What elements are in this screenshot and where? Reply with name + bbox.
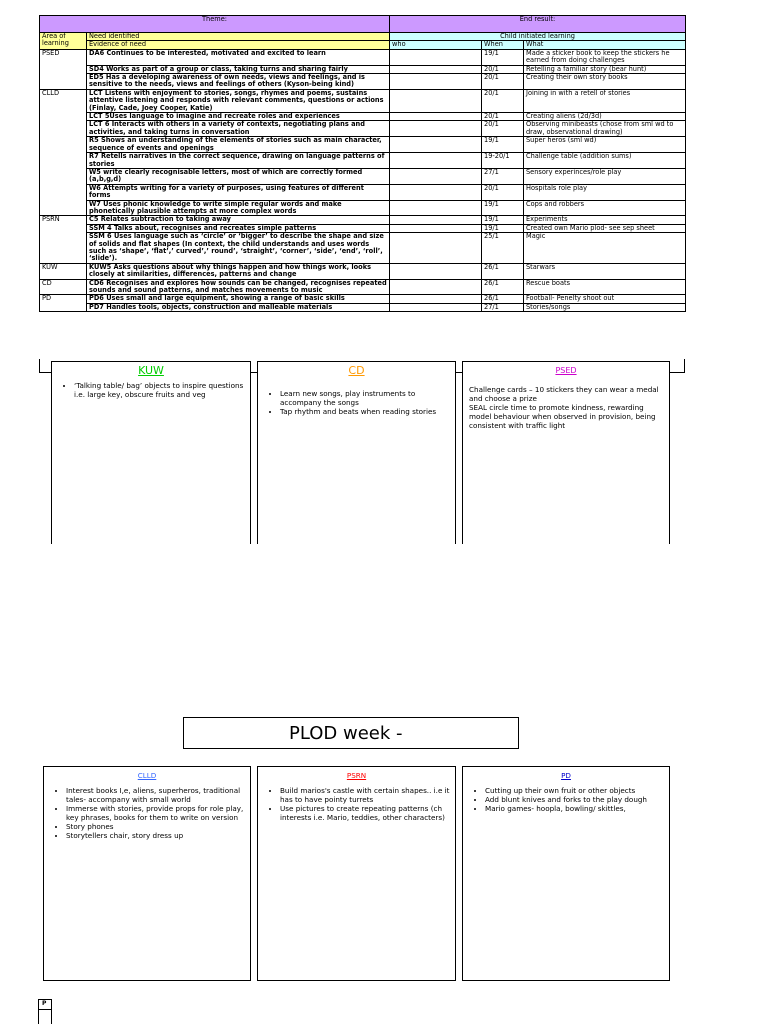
need-cell: R7 Retells narratives in the correct sequence, drawing on language patterns of stories [87, 153, 390, 169]
cd-heading: CD [348, 364, 365, 377]
list-item: • Use pictures to create repeating patterns (ch interests i.e. Mario, teddies, other characters) [280, 804, 455, 822]
table-row [40, 137, 686, 153]
divider [38, 1009, 52, 1010]
list-item: • Immerse with stories, provide props for role play, key phrases, books for them to write on version [66, 804, 250, 822]
when-cell: 27/1 [482, 168, 524, 184]
when-cell: 19-20/1 [482, 153, 524, 169]
kuw-list [52, 381, 250, 399]
who-cell [390, 113, 482, 121]
psed-box [462, 361, 670, 544]
list-item: • Build marios's castle with certain shapes.. i.e it has to have pointy turrets [280, 786, 455, 804]
when-cell: 20/1 [482, 89, 524, 112]
what-cell: Retelling a familiar story (bear hunt) [524, 65, 686, 73]
table-row [40, 200, 686, 216]
clld-box [43, 766, 251, 981]
list-item: • Story phones [66, 822, 250, 831]
area-cell: CLLD [40, 89, 87, 216]
psed-line: Challenge cards – 10 stickers they can wear a medal and choose a prize [469, 385, 659, 403]
when-cell: 26/1 [482, 295, 524, 303]
list-item: • Cutting up their own fruit or other objects [485, 786, 669, 795]
need-cell: R5 Shows an understanding of the elements of stories such as main character, sequence of events and openings [87, 137, 390, 153]
table-row [40, 121, 686, 137]
who-cell [390, 49, 482, 65]
evidence-header: Evidence of need [87, 41, 390, 49]
area-cell: CD [40, 279, 87, 295]
need-cell: SSM 4 Talks about, recognises and recreates simple patterns [87, 224, 390, 232]
need-cell: W6 Attempts writing for a variety of purposes, using features of different forms [87, 184, 390, 200]
table-row [40, 184, 686, 200]
who-cell [390, 184, 482, 200]
what-cell: Sensory experinces/role play [524, 168, 686, 184]
what-cell: Stories/songs [524, 303, 686, 311]
when-cell: 20/1 [482, 74, 524, 90]
when-cell: 20/1 [482, 65, 524, 73]
who-cell [390, 89, 482, 112]
need-cell: DA6 Continues to be interested, motivated and excited to learn [87, 49, 390, 65]
who-cell [390, 168, 482, 184]
need-header: Need identified [87, 33, 390, 41]
when-cell: 26/1 [482, 279, 524, 295]
table-row [40, 153, 686, 169]
planning-table [39, 15, 686, 312]
clld-list [44, 786, 250, 840]
kuw-box [51, 361, 251, 544]
when-cell: 19/1 [482, 224, 524, 232]
table-row [40, 168, 686, 184]
need-cell: LCT 5Uses language to imagine and recreate roles and experiences [87, 113, 390, 121]
who-cell [390, 216, 482, 224]
who-cell [390, 153, 482, 169]
when-cell: 20/1 [482, 184, 524, 200]
who-header: who [390, 41, 482, 49]
list-item: • Add blunt knives and forks to the play dough [485, 795, 669, 804]
table-row [40, 303, 686, 311]
need-cell: W5 write clearly recognisable letters, most of which are correctly formed (a,b,g,d) [87, 168, 390, 184]
who-cell [390, 121, 482, 137]
table-row [40, 233, 686, 264]
who-cell [390, 224, 482, 232]
what-cell: Cops and robbers [524, 200, 686, 216]
plod-week-title: PLOD week - [183, 717, 519, 749]
what-cell: Creating their own story books [524, 74, 686, 90]
when-cell: 19/1 [482, 216, 524, 224]
list-item: • ‘Talking table/ bag’ objects to inspire questions i.e. large key, obscure fruits and veg [74, 381, 250, 399]
need-cell: CD6 Recognises and explores how sounds can be changed, recognises repeated sounds and sound patterns, and matches movements to music [87, 279, 390, 295]
who-cell [390, 137, 482, 153]
what-cell: Observing minibeasts (chose from sml wd to draw, observational drawing) [524, 121, 686, 137]
area-cell: PD [40, 295, 87, 312]
table-row [40, 113, 686, 121]
list-item: • Tap rhythm and beats when reading stories [280, 407, 455, 416]
who-cell [390, 279, 482, 295]
need-cell: SD4 Works as part of a group or class, taking turns and sharing fairly [87, 65, 390, 73]
who-cell [390, 295, 482, 303]
table-row [40, 263, 686, 279]
what-cell: Experiments [524, 216, 686, 224]
need-cell: C5 Relates subtraction to taking away [87, 216, 390, 224]
end-result-cell: End result: [390, 16, 686, 33]
when-cell: 20/1 [482, 121, 524, 137]
what-cell: Creating aliens (2d/3d) [524, 113, 686, 121]
what-cell: Super heros (sml wd) [524, 137, 686, 153]
area-header: Area of learning [40, 33, 87, 50]
what-cell: Made a sticker book to keep the stickers he earned from doing challenges [524, 49, 686, 65]
what-cell: Football- Penelty shoot out [524, 295, 686, 303]
what-cell: Created own Mario plod- see sep sheet [524, 224, 686, 232]
next-page-fragment: P [38, 999, 52, 1024]
table-row [40, 65, 686, 73]
psed-line: SEAL circle time to promote kindness, rewarding model behaviour when observed in provision, being consistent with traffic light [469, 403, 656, 430]
who-cell [390, 303, 482, 311]
who-cell [390, 200, 482, 216]
need-cell: LCT Listens with enjoyment to stories, songs, rhymes and poems, sustains attentive listening and responds with relevant comments, questions or actions (Finlay, Cade, Joey Cooper, Katie) [87, 89, 390, 112]
theme-cell: Theme: [40, 16, 390, 33]
who-cell [390, 65, 482, 73]
child-initiated-header: Child initiated learning [390, 33, 686, 41]
who-cell [390, 74, 482, 90]
need-cell: ED5 Has a developing awareness of own needs, views and feelings, and is sensitive to the needs, views and feelings of others (Kyson-being kind) [87, 74, 390, 90]
who-cell [390, 263, 482, 279]
what-cell: Hospitals role play [524, 184, 686, 200]
table-row [40, 224, 686, 232]
pd-list [463, 786, 669, 813]
when-cell: 26/1 [482, 263, 524, 279]
need-cell: W7 Uses phonic knowledge to write simple regular words and make phonetically plausible attempts at more complex words [87, 200, 390, 216]
when-header: When [482, 41, 524, 49]
pd-box [462, 766, 670, 981]
list-item: • Storytellers chair, story dress up [66, 831, 250, 840]
area-cell: PSED [40, 49, 87, 89]
when-cell: 19/1 [482, 200, 524, 216]
psrn-box [257, 766, 456, 981]
need-cell: SSM 6 Uses language such as ‘circle’ or ‘bigger’ to describe the shape and size of solids and flat shapes (In context, the child understands and uses words such as ‘shape’, ‘flat’,’ curved’,’ round’, ‘straight’, ‘corner’, ‘side’, ‘end’, ‘roll’, ‘slide’). [87, 233, 390, 264]
clld-heading: CLLD [137, 771, 157, 780]
when-cell: 19/1 [482, 137, 524, 153]
need-cell: KUW5 Asks questions about why things happen and how things work, looks closely at similarities, differences, patterns and change [87, 263, 390, 279]
need-cell: LCT 6 Interacts with others in a variety of contexts, negotiating plans and activities, and taking turns in conversation [87, 121, 390, 137]
what-cell: Magic [524, 233, 686, 264]
pd-heading: PD [561, 771, 571, 780]
area-cell: PSRN [40, 216, 87, 263]
table-row [40, 216, 686, 224]
cd-box [257, 361, 456, 544]
area-cell: KUW [40, 263, 87, 279]
what-cell: Rescue boats [524, 279, 686, 295]
list-item: • Interest books I,e, aliens, superheros, traditional tales- accompany with small world [66, 786, 250, 804]
psed-heading: PSED [555, 366, 577, 375]
psrn-heading: PSRN [346, 771, 367, 780]
table-row [40, 49, 686, 65]
list-item: • Mario games- hoopla, bowling/ skittles, [485, 804, 669, 813]
when-cell: 19/1 [482, 49, 524, 65]
when-cell: 27/1 [482, 303, 524, 311]
kuw-heading: KUW [138, 364, 164, 377]
table-row [40, 74, 686, 90]
table-row [40, 295, 686, 303]
need-cell: PD7 Handles tools, objects, construction and malleable materials [87, 303, 390, 311]
when-cell: 20/1 [482, 113, 524, 121]
what-header: What [524, 41, 686, 49]
table-row [40, 279, 686, 295]
who-cell [390, 233, 482, 264]
what-cell: Joining in with a retell of stories [524, 89, 686, 112]
need-cell: PD6 Uses small and large equipment, showing a range of basic skills [87, 295, 390, 303]
table-row [40, 89, 686, 112]
psrn-list [258, 786, 455, 822]
cd-list [258, 389, 455, 416]
list-item: • Learn new songs, play instruments to accompany the songs [280, 389, 455, 407]
what-cell: Challenge table (addition sums) [524, 153, 686, 169]
when-cell: 25/1 [482, 233, 524, 264]
what-cell: Starwars [524, 263, 686, 279]
